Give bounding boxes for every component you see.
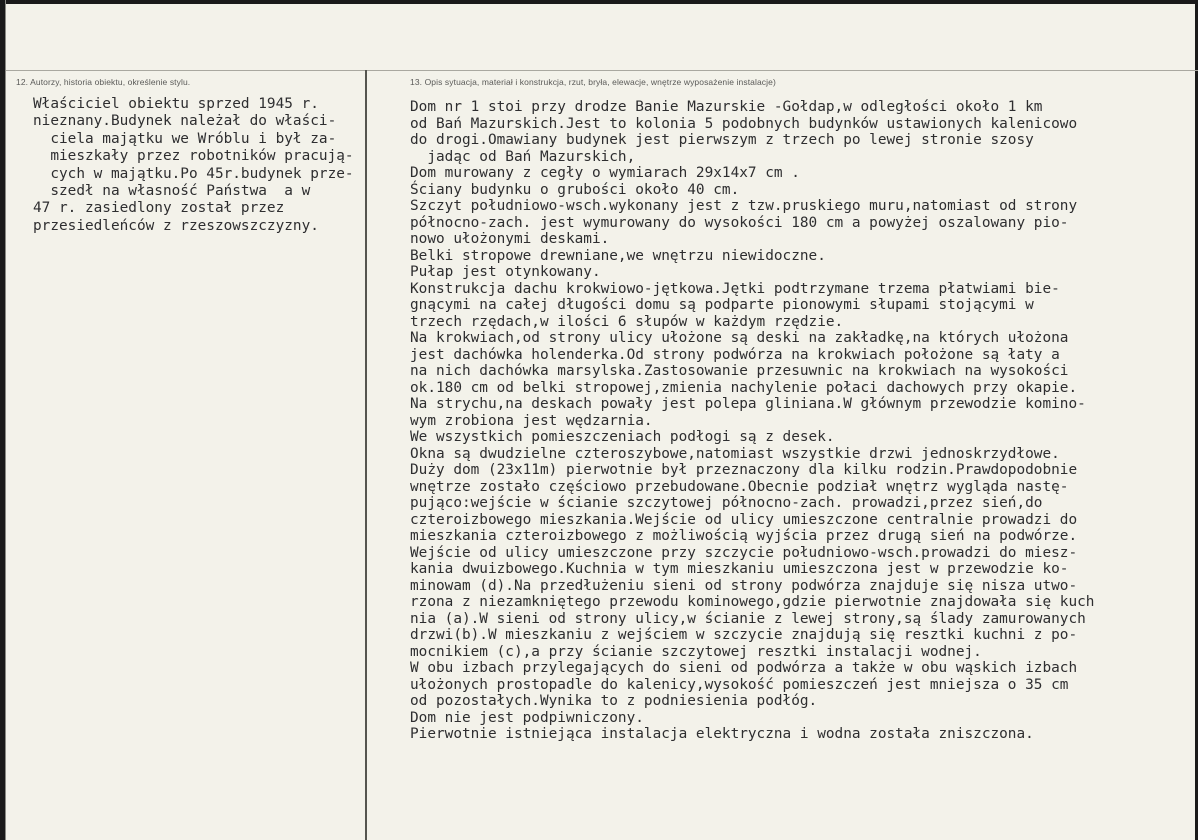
text-line: od pozostałych.Wynika to z podniesienia podłóg. [410,693,818,709]
text-line: Dom murowany z cegły o wymiarach 29x14x7 cm . [410,165,800,181]
text-line: ok.180 cm od belki stropowej,zmienia nachylenie połaci dachowych przy okapie. [410,379,1078,396]
text-line: We wszystkich pomieszczeniach podłogi są z desek. [410,429,835,445]
text-line: wnętrze zostało częściowo przebudowane.Obecnie podział wnętrz wygląda nastę- [410,478,1069,495]
text-line: mocnikiem (c),a przy ścianie szczytowej resztki instalacji wodnej. [410,643,982,660]
text-line: czteroizbowego mieszkania.Wejście od ulicy umieszczone centralnie prowadzi do [410,511,1078,528]
text-line: Dom nie jest podpiwniczony. [410,709,644,726]
text-line: przesiedleńców z rzeszowszczyzny. [33,217,319,234]
text-line: Wejście od ulicy umieszczone przy szczycie południowo-wsch.prowadzi do miesz- [410,544,1078,561]
text-line: Szczyt południowo-wsch.wykonany jest z tzw.pruskiego muru,natomiast od strony [410,198,1078,214]
text-line: rzona z niezamkniętego przewodu kominowego,gdzie pierwotnie znajdowała się kuch [410,594,1095,610]
scan-edge-top [0,0,1198,4]
text-line: kania dwuizbowego.Kuchnia w tym mieszkaniu umieszczona jest w przewodzie ko- [410,561,1069,577]
text-line: W obu izbach przylegających do sieni od podwórza a także w obu wąskich izbach [410,660,1078,676]
text-line: Dom nr 1 stoi przy drodze Banie Mazurskie -Gołdap,w odległości około 1 km [410,99,1043,115]
text-line: jadąc od Bań Mazurskich, [410,148,636,165]
text-line: Właściciel obiektu sprzed 1945 r. [33,96,319,112]
scan-edge-left-inner [5,0,6,840]
text-line: Okna są dwudzielne czteroszybowe,natomiast wszystkie drzwi jednoskrzydłowe. [410,445,1060,462]
text-line: Na strychu,na deskach powały jest polepa gliniana.W głównym przewodzie komino- [410,396,1086,412]
text-line: gnącymi na całej długości domu są podparte pionowymi słupami stojącymi w [410,297,1034,313]
text-line: wym zrobiona jest wędzarnia. [410,412,653,429]
text-line: drzwi(b).W mieszkaniu z wejściem w szczycie znajdują się resztki kuchni z po- [410,627,1078,643]
section-13-header: 13. Opis sytuacja, materiał i konstrukcja, rzut, bryła, elewacje, wnętrze wyposażenie instalacje) [410,77,776,87]
text-line: mieszkały przez robotników pracują- [33,148,354,165]
text-line: Ściany budynku o grubości około 40 cm. [410,181,740,198]
history-text [33,96,354,235]
section-12-header: 12. Autorzy, historia obiektu, określenie stylu. [16,77,191,87]
text-line: trzech rzędach,w ilości 6 słupów w każdym rzędzie. [410,313,844,330]
text-line: Belki stropowe drewniane,we wnętrzu niewidoczne. [410,247,826,264]
text-line: jest dachówka holenderka.Od strony podwórza na krokwiach położone są łaty a [410,346,1060,363]
text-line: szedł na własność Państwa a w [33,183,311,200]
text-line: cych w majątku.Po 45r.budynek prze- [33,165,354,182]
text-line: minowam (d).Na przedłużeniu sieni od strony podwórza znajduje się nisza utwo- [410,577,1078,594]
text-line: nowo ułożonymi deskami. [410,231,610,247]
text-line: Duży dom (23x11m) pierwotnie był przeznaczony dla kilku rodzin.Prawdopodobnie [410,462,1078,478]
text-line: ułożonych prostopadle do kalenicy,wysokość pomieszczeń jest mniejsza o 35 cm [410,676,1069,693]
column-divider [365,70,367,840]
text-line: na nich dachówka marsylska.Zastosowanie przesuwnic na krokwiach na wysokości [410,363,1069,379]
text-line: północno-zach. jest wymurowany do wysokości 180 cm a powyżej oszalowany pio- [410,214,1069,231]
text-line: od Bań Mazurskich.Jest to kolonia 5 podobnych budynków ustawionych kalenicowo [410,115,1078,132]
text-line: Konstrukcja dachu krokwiowo-jętkowa.Jętki podtrzymane trzema płatwiami bie- [410,280,1060,297]
text-line: nia (a).W sieni od strony ulicy,w ścianie z lewej strony,są ślady zamurowanych [410,610,1086,627]
text-line: do drogi.Omawiany budynek jest pierwszym z trzech po lewej stronie szosy [410,132,1034,148]
text-line: ciela majątku we Wróblu i był za- [33,130,337,147]
text-line: Pierwotnie istniejąca instalacja elektryczna i wodna została zniszczona. [410,726,1034,742]
text-line: mieszkania czteroizbowego z możliwością wyjścia przez drugą sień na podwórze. [410,528,1078,544]
text-line: Pułap jest otynkowany. [410,264,601,280]
header-rule [6,70,1198,71]
description-text [410,99,1094,743]
text-line: 47 r. zasiedlony został przez [33,200,285,217]
text-line: Na krokwiach,od strony ulicy ułożone są deski na zakładkę,na których ułożona [410,330,1069,346]
text-line: pująco:wejście w ścianie szczytowej północno-zach. prowadzi,przez sień,do [410,495,1043,511]
text-line: nieznany.Budynek należał do właści- [33,113,337,130]
